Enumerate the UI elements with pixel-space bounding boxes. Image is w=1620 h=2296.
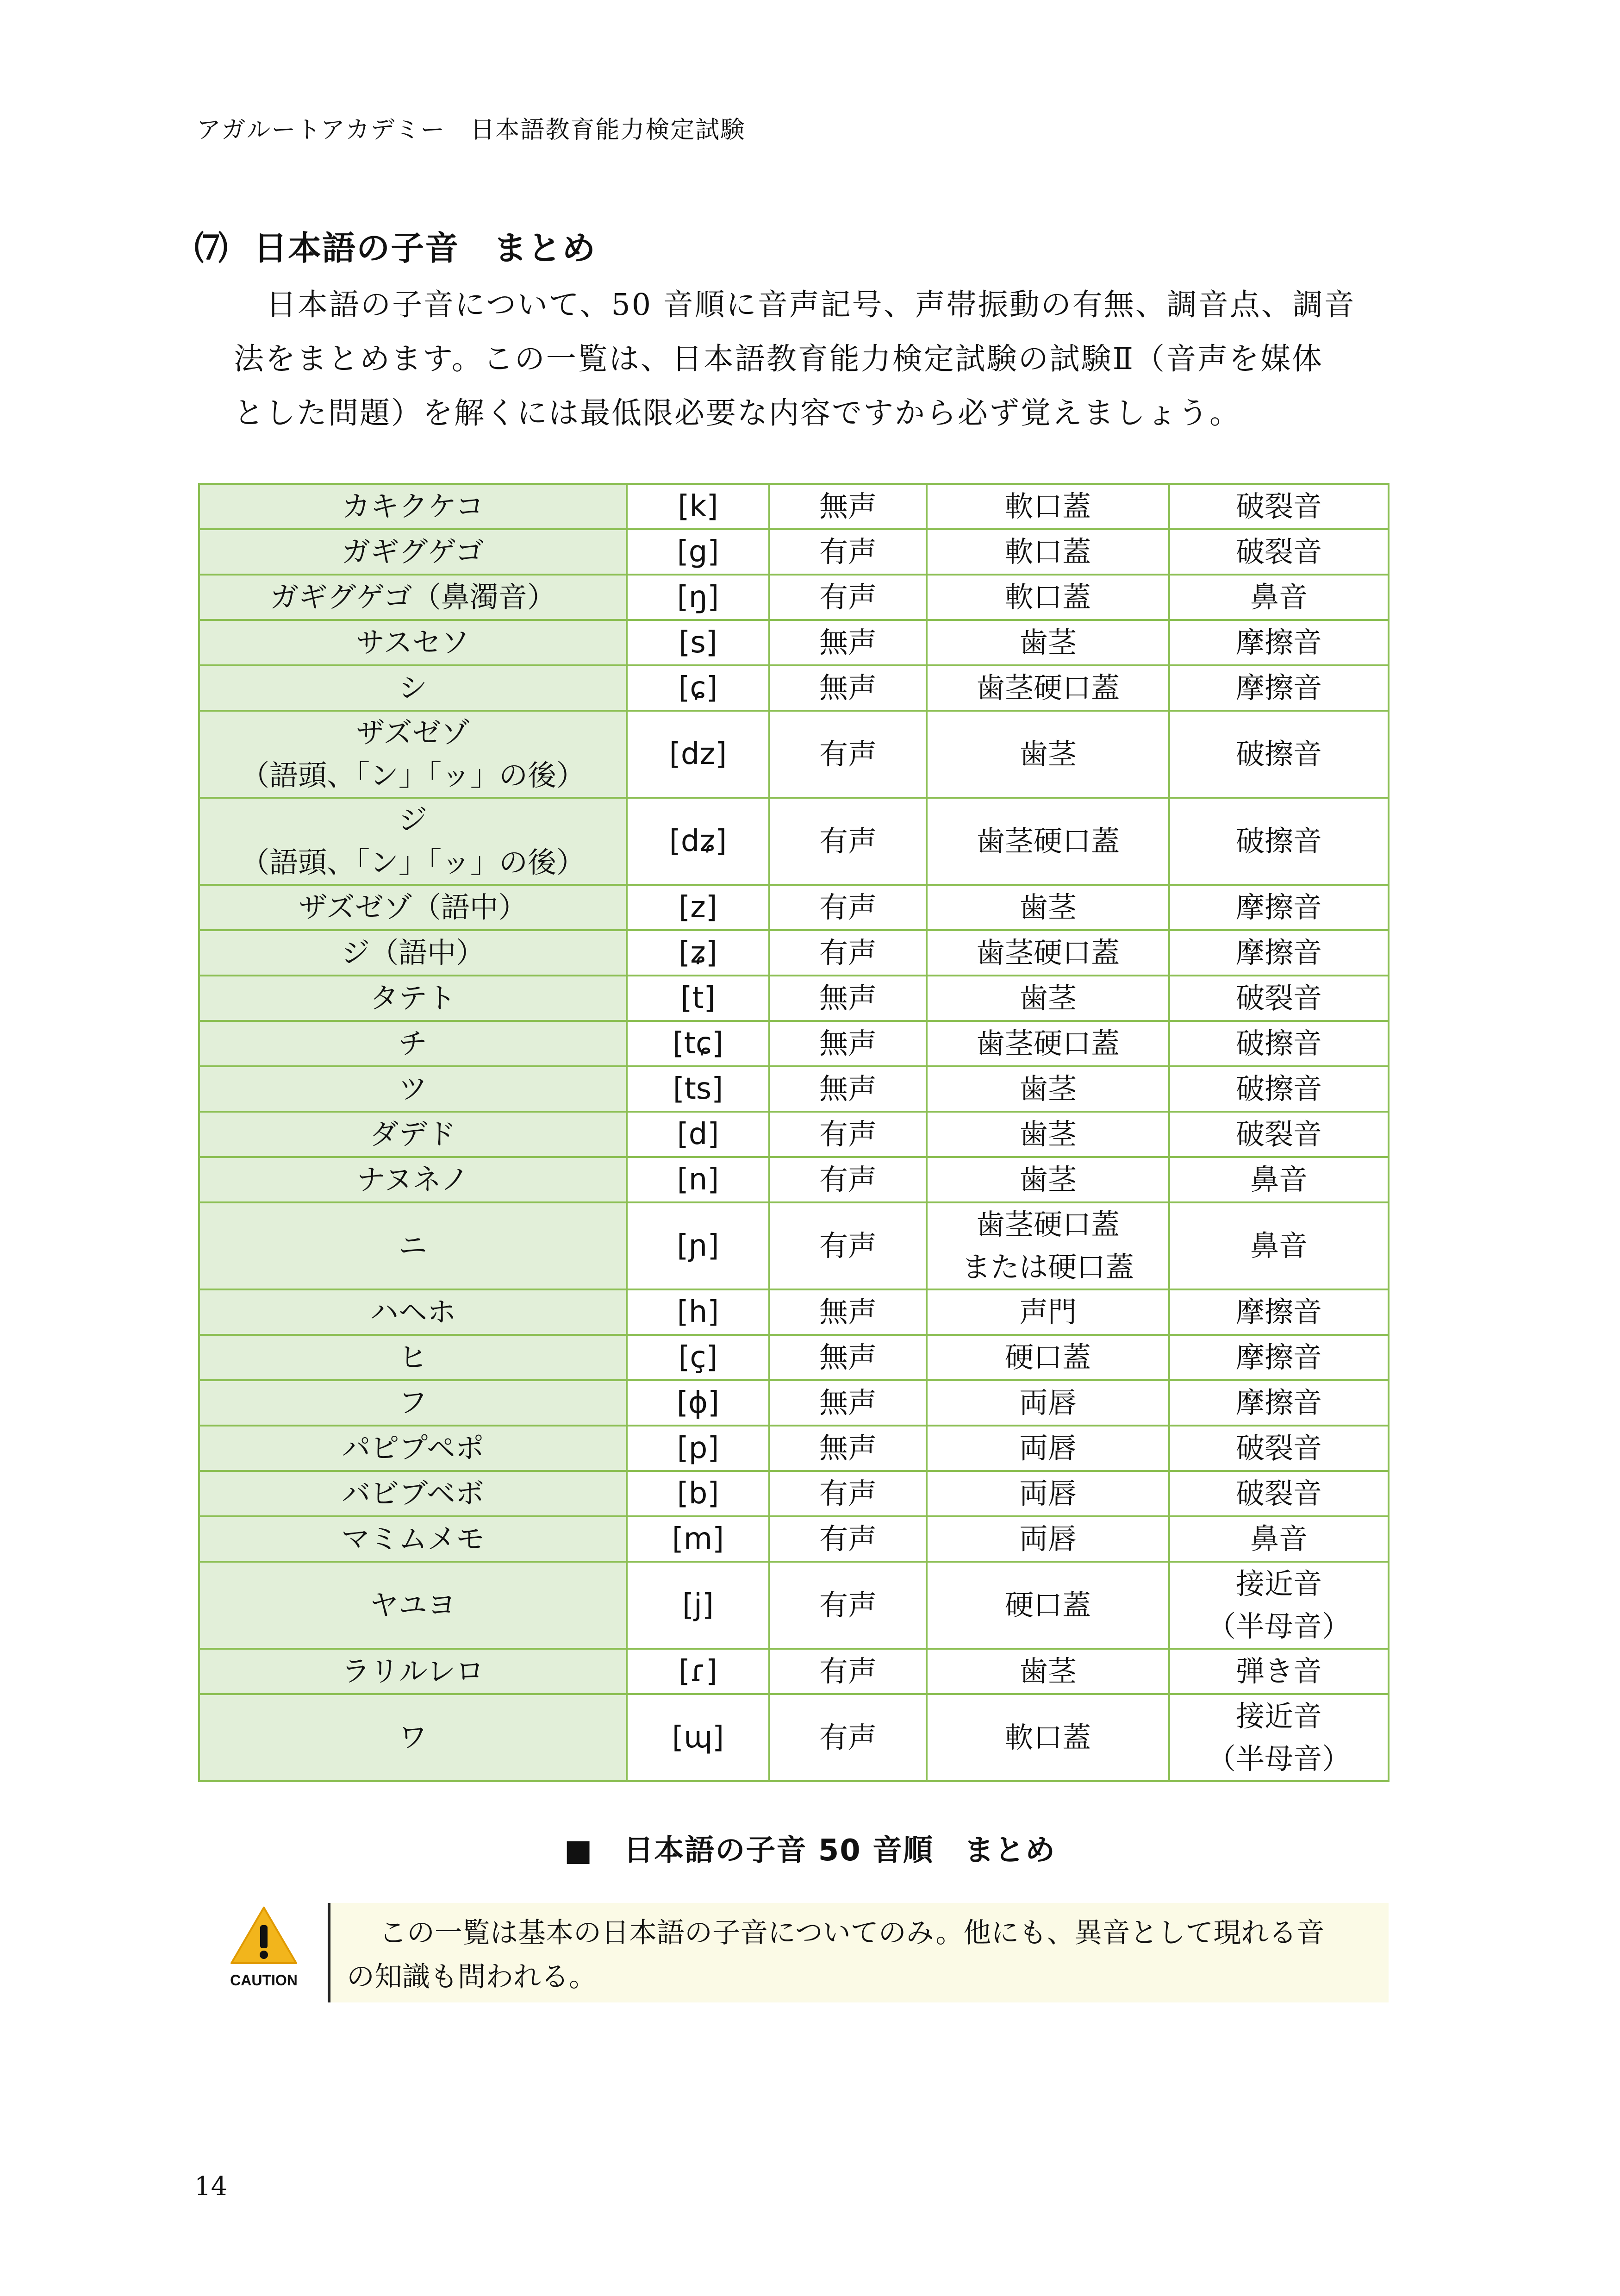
manner-cell	[1169, 665, 1389, 711]
voicing-cell-text: 有声	[819, 1229, 877, 1263]
ipa-cell-text: [ɸ]	[676, 1386, 720, 1420]
manner-cell-text: 摩擦音	[1235, 671, 1322, 705]
caution-icon-label: CAUTION	[230, 1972, 298, 1989]
place-cell-subtext: または硬口蓋	[961, 1250, 1134, 1284]
ipa-cell	[627, 930, 769, 976]
kana-cell	[199, 1066, 627, 1112]
manner-cell-text: 破裂音	[1235, 1476, 1322, 1510]
manner-cell	[1169, 620, 1389, 665]
table-row	[199, 798, 1389, 885]
place-cell-text: 歯茎硬口蓋	[976, 671, 1120, 705]
place-cell-text: 歯茎	[1019, 981, 1077, 1015]
voicing-cell	[769, 976, 927, 1021]
voicing-cell-text: 有声	[819, 936, 877, 970]
section-heading	[194, 221, 596, 269]
ipa-cell-text: [g]	[677, 535, 719, 569]
ipa-cell-text: [s]	[679, 626, 717, 660]
ipa-cell-text: [tɕ]	[672, 1026, 724, 1061]
kana-cell-text: ガギグゲゴ	[342, 535, 484, 569]
kana-cell-text: サスセソ	[356, 626, 470, 659]
voicing-cell	[769, 1335, 927, 1380]
manner-cell	[1169, 1694, 1389, 1781]
manner-cell	[1169, 1066, 1389, 1112]
kana-cell-text: ジ	[398, 803, 427, 837]
caution-line-1: この一覧は基本の日本語の子音についてのみ。他にも、異音として現れる音	[379, 1917, 1325, 1949]
manner-cell-subtext: （半母音）	[1207, 1609, 1351, 1643]
place-cell-text: 両唇	[1019, 1431, 1077, 1465]
voicing-cell-text: 有声	[819, 1163, 877, 1196]
ipa-cell	[627, 1426, 769, 1471]
kana-cell-text: ザズゼゾ（語中）	[299, 890, 527, 924]
ipa-cell	[627, 575, 769, 620]
manner-cell-text: 破擦音	[1235, 737, 1322, 771]
voicing-cell	[769, 930, 927, 976]
kana-cell	[199, 930, 627, 976]
kana-cell-text: ワ	[398, 1720, 427, 1754]
kana-cell	[199, 484, 627, 529]
place-cell	[927, 1426, 1169, 1471]
manner-cell	[1169, 575, 1389, 620]
voicing-cell	[769, 1202, 927, 1289]
ipa-cell-text: [dʑ]	[669, 824, 727, 858]
manner-cell	[1169, 1157, 1389, 1202]
manner-cell-text: 鼻音	[1250, 1229, 1308, 1263]
page-number: 14	[194, 2171, 228, 2202]
place-cell-text: 歯茎硬口蓋	[976, 1207, 1120, 1241]
voicing-cell-text: 無声	[819, 1386, 877, 1420]
kana-cell-text: カキクケコ	[342, 489, 484, 523]
place-cell	[927, 1289, 1169, 1335]
manner-cell-text: 破裂音	[1235, 489, 1322, 523]
ipa-cell	[627, 1471, 769, 1516]
table-row	[199, 1516, 1389, 1562]
voicing-cell-text: 有声	[819, 737, 877, 771]
voicing-cell-text: 無声	[819, 626, 877, 659]
table-row	[199, 1694, 1389, 1781]
voicing-cell-text: 有声	[819, 1654, 877, 1688]
manner-cell	[1169, 1380, 1389, 1426]
kana-cell-text: チ	[398, 1026, 427, 1060]
table-row	[199, 1562, 1389, 1649]
ipa-cell-text: [dz]	[669, 737, 727, 771]
kana-cell-text: タテト	[369, 981, 456, 1015]
voicing-cell-text: 無声	[819, 671, 877, 705]
kana-cell	[199, 711, 627, 798]
place-cell	[927, 1112, 1169, 1157]
manner-cell	[1169, 1516, 1389, 1562]
manner-cell-subtext: （半母音）	[1207, 1742, 1351, 1776]
ipa-cell	[627, 1694, 769, 1781]
kana-cell	[199, 885, 627, 930]
manner-cell-text: 摩擦音	[1235, 1295, 1322, 1329]
place-cell-text: 両唇	[1019, 1386, 1077, 1420]
voicing-cell	[769, 711, 927, 798]
kana-cell	[199, 620, 627, 665]
kana-cell	[199, 1335, 627, 1380]
table-row	[199, 711, 1389, 798]
place-cell-text: 歯茎	[1019, 1654, 1077, 1688]
ipa-cell-text: [ɰ]	[672, 1720, 724, 1755]
place-cell-text: 軟口蓋	[1004, 535, 1091, 569]
voicing-cell	[769, 1426, 927, 1471]
place-cell	[927, 885, 1169, 930]
place-cell	[927, 575, 1169, 620]
manner-cell	[1169, 1335, 1389, 1380]
voicing-cell-text: 有声	[819, 1117, 877, 1151]
ipa-cell	[627, 1380, 769, 1426]
manner-cell-text: 鼻音	[1250, 1163, 1308, 1196]
kana-cell-text: ハヘホ	[369, 1295, 456, 1329]
manner-cell	[1169, 1021, 1389, 1066]
table-row	[199, 1426, 1389, 1471]
ipa-cell-text: [j]	[682, 1588, 714, 1622]
voicing-cell-text: 無声	[819, 1295, 877, 1329]
manner-cell-text: 破裂音	[1235, 981, 1322, 1015]
kana-cell-text: ガギグゲゴ（鼻濁音）	[270, 580, 556, 614]
voicing-cell	[769, 1516, 927, 1562]
manner-cell-text: 接近音	[1235, 1567, 1322, 1601]
place-cell	[927, 484, 1169, 529]
table-row	[199, 1649, 1389, 1694]
ipa-cell	[627, 1157, 769, 1202]
voicing-cell-text: 有声	[819, 1588, 877, 1622]
kana-cell-text: ニ	[398, 1229, 427, 1263]
manner-cell	[1169, 885, 1389, 930]
place-cell-text: 両唇	[1019, 1476, 1077, 1510]
table-row	[199, 1380, 1389, 1426]
place-cell-text: 硬口蓋	[1004, 1588, 1091, 1622]
place-cell-text: 歯茎	[1019, 626, 1077, 659]
manner-cell	[1169, 1649, 1389, 1694]
ipa-cell-text: [ç]	[678, 1340, 718, 1375]
kana-cell-text: バビブベボ	[342, 1476, 484, 1510]
ipa-cell	[627, 1066, 769, 1112]
manner-cell	[1169, 1289, 1389, 1335]
kana-cell-text: シ	[398, 671, 427, 705]
voicing-cell-text: 有声	[819, 1522, 877, 1556]
table-row	[199, 930, 1389, 976]
place-cell-text: 歯茎硬口蓋	[976, 1026, 1120, 1060]
place-cell	[927, 1649, 1169, 1694]
voicing-cell	[769, 885, 927, 930]
ipa-cell	[627, 1112, 769, 1157]
ipa-cell	[627, 484, 769, 529]
kana-cell	[199, 1694, 627, 1781]
kana-cell	[199, 1380, 627, 1426]
ipa-cell-text: [d]	[677, 1117, 719, 1151]
table-row	[199, 1021, 1389, 1066]
kana-cell	[199, 1289, 627, 1335]
manner-cell-text: 鼻音	[1250, 1522, 1308, 1556]
ipa-cell	[627, 529, 769, 575]
table-row	[199, 575, 1389, 620]
kana-cell-text: ナヌネノ	[356, 1163, 469, 1196]
place-cell-text: 軟口蓋	[1004, 1720, 1091, 1754]
manner-cell	[1169, 529, 1389, 575]
table-row	[199, 1202, 1389, 1289]
kana-cell	[199, 1157, 627, 1202]
manner-cell-text: 破裂音	[1235, 1431, 1322, 1465]
intro-line-2: 法をまとめます。この一覧は、日本語教育能力検定試験の試験Ⅱ（音声を媒体	[234, 342, 1323, 376]
place-cell	[927, 1562, 1169, 1649]
ipa-cell	[627, 976, 769, 1021]
ipa-cell-text: [z]	[679, 890, 717, 925]
caution-line-2: の知識も問われる。	[347, 1961, 597, 1993]
ipa-cell-text: [ts]	[673, 1072, 723, 1106]
manner-cell-text: 摩擦音	[1235, 936, 1322, 970]
table-row	[199, 665, 1389, 711]
kana-cell	[199, 1649, 627, 1694]
kana-cell	[199, 529, 627, 575]
voicing-cell-text: 無声	[819, 1340, 877, 1374]
running-header: アガルートアカデミー 日本語教育能力検定試験	[197, 116, 746, 144]
place-cell	[927, 798, 1169, 885]
place-cell-text: 歯茎	[1019, 737, 1077, 771]
kana-cell	[199, 665, 627, 711]
place-cell-text: 歯茎	[1019, 1072, 1077, 1106]
caution-icon	[227, 1903, 301, 1996]
place-cell	[927, 665, 1169, 711]
manner-cell-text: 摩擦音	[1235, 890, 1322, 924]
place-cell-text: 両唇	[1019, 1522, 1077, 1556]
voicing-cell	[769, 1471, 927, 1516]
place-cell	[927, 1516, 1169, 1562]
table-row	[199, 1471, 1389, 1516]
ipa-cell-text: [ɲ]	[677, 1229, 719, 1263]
voicing-cell	[769, 484, 927, 529]
voicing-cell	[769, 1157, 927, 1202]
kana-cell-text: ツ	[398, 1072, 427, 1106]
voicing-cell	[769, 1649, 927, 1694]
kana-cell	[199, 1112, 627, 1157]
voicing-cell	[769, 1021, 927, 1066]
ipa-cell	[627, 620, 769, 665]
manner-cell	[1169, 930, 1389, 976]
table-row	[199, 1289, 1389, 1335]
voicing-cell	[769, 1112, 927, 1157]
voicing-cell	[769, 1694, 927, 1781]
table-row	[199, 1066, 1389, 1112]
voicing-cell	[769, 1066, 927, 1112]
manner-cell	[1169, 484, 1389, 529]
kana-cell-subtext: （語頭、「ン」「ッ」の後）	[240, 845, 585, 879]
place-cell-text: 歯茎硬口蓋	[976, 936, 1120, 970]
table-row	[199, 885, 1389, 930]
kana-cell	[199, 798, 627, 885]
manner-cell-text: 破裂音	[1235, 535, 1322, 569]
place-cell	[927, 1202, 1169, 1289]
manner-cell-text: 破擦音	[1235, 1026, 1322, 1060]
consonant-table-body	[199, 484, 1389, 1781]
place-cell-text: 軟口蓋	[1004, 489, 1091, 523]
ipa-cell	[627, 1335, 769, 1380]
ipa-cell	[627, 711, 769, 798]
manner-cell	[1169, 1471, 1389, 1516]
place-cell	[927, 1471, 1169, 1516]
voicing-cell	[769, 1289, 927, 1335]
place-cell	[927, 1066, 1169, 1112]
kana-cell-text: ダデド	[369, 1117, 456, 1151]
section-number: ⑺	[194, 229, 229, 268]
place-cell	[927, 1157, 1169, 1202]
manner-cell	[1169, 1202, 1389, 1289]
place-cell	[927, 976, 1169, 1021]
table-row	[199, 1112, 1389, 1157]
manner-cell-text: 破擦音	[1235, 824, 1322, 858]
ipa-cell	[627, 885, 769, 930]
table-row	[199, 1157, 1389, 1202]
ipa-cell-text: [ŋ]	[677, 580, 719, 614]
voicing-cell	[769, 620, 927, 665]
table-row	[199, 484, 1389, 529]
voicing-cell	[769, 1562, 927, 1649]
place-cell	[927, 620, 1169, 665]
voicing-cell-text: 無声	[819, 1026, 877, 1060]
ipa-cell	[627, 1649, 769, 1694]
place-cell-text: 歯茎硬口蓋	[976, 824, 1120, 858]
kana-cell-text: ラリルレロ	[341, 1654, 485, 1688]
voicing-cell-text: 有声	[819, 535, 877, 569]
intro-line-3: とした問題）を解くには最低限必要な内容ですから必ず覚えましょう。	[234, 396, 1241, 431]
manner-cell-text: 破裂音	[1235, 1117, 1322, 1151]
kana-cell	[199, 1426, 627, 1471]
caution-text-box	[330, 1903, 1389, 2002]
table-row	[199, 529, 1389, 575]
ipa-cell	[627, 1562, 769, 1649]
manner-cell	[1169, 798, 1389, 885]
voicing-cell	[769, 575, 927, 620]
manner-cell	[1169, 1562, 1389, 1649]
manner-cell-text: 接近音	[1235, 1699, 1322, 1733]
place-cell-text: 声門	[1019, 1295, 1077, 1329]
table-caption: ■ 日本語の子音 50 音順 まとめ	[564, 1833, 1056, 1868]
place-cell-text: 歯茎	[1019, 1163, 1077, 1196]
voicing-cell-text: 無声	[819, 489, 877, 523]
ipa-cell-text: [ʑ]	[679, 936, 717, 970]
section-title-text: 日本語の子音 まとめ	[254, 229, 597, 268]
manner-cell	[1169, 976, 1389, 1021]
kana-cell-text: ジ（語中）	[341, 936, 485, 970]
intro-line-1: 日本語の子音について、50 音順に音声記号、声帯振動の有無、調音点、調音	[266, 288, 1356, 322]
kana-cell	[199, 575, 627, 620]
kana-cell	[199, 1516, 627, 1562]
ipa-cell	[627, 665, 769, 711]
ipa-cell	[627, 1202, 769, 1289]
voicing-cell-text: 有声	[819, 1720, 877, 1754]
ipa-cell-text: [h]	[677, 1295, 719, 1329]
manner-cell	[1169, 711, 1389, 798]
ipa-cell	[627, 1021, 769, 1066]
place-cell	[927, 529, 1169, 575]
ipa-cell	[627, 1516, 769, 1562]
kana-cell	[199, 976, 627, 1021]
manner-cell	[1169, 1426, 1389, 1471]
caution-note	[218, 1903, 1389, 2002]
ipa-cell-text: [ɕ]	[678, 671, 718, 705]
manner-cell	[1169, 1112, 1389, 1157]
manner-cell-text: 摩擦音	[1235, 1340, 1322, 1374]
table-row	[199, 1335, 1389, 1380]
kana-cell-text: パピプペポ	[342, 1431, 484, 1465]
place-cell-text: 硬口蓋	[1004, 1340, 1091, 1374]
voicing-cell-text: 無声	[819, 1072, 877, 1106]
voicing-cell-text: 有声	[819, 890, 877, 924]
ipa-cell-text: [p]	[677, 1431, 719, 1465]
kana-cell	[199, 1202, 627, 1289]
voicing-cell	[769, 1380, 927, 1426]
intro-paragraph	[234, 278, 1400, 440]
place-cell-text: 歯茎	[1019, 1117, 1077, 1151]
voicing-cell-text: 無声	[819, 1431, 877, 1465]
manner-cell-text: 破擦音	[1235, 1072, 1322, 1106]
kana-cell	[199, 1471, 627, 1516]
voicing-cell	[769, 665, 927, 711]
manner-cell-text: 鼻音	[1250, 580, 1308, 614]
kana-cell	[199, 1021, 627, 1066]
place-cell-text: 歯茎	[1019, 890, 1077, 924]
consonant-table	[198, 483, 1389, 1782]
voicing-cell	[769, 798, 927, 885]
kana-cell-subtext: （語頭、「ン」「ッ」の後）	[240, 758, 585, 792]
kana-cell-text: マミムメモ	[341, 1522, 485, 1556]
kana-cell-text: ヒ	[398, 1340, 427, 1374]
ipa-cell	[627, 798, 769, 885]
voicing-cell	[769, 529, 927, 575]
ipa-cell-text: [t]	[680, 981, 716, 1015]
ipa-cell-text: [b]	[677, 1476, 719, 1511]
table-row	[199, 976, 1389, 1021]
voicing-cell-text: 無声	[819, 981, 877, 1015]
place-cell-text: 軟口蓋	[1004, 580, 1091, 614]
ipa-cell-text: [k]	[678, 489, 718, 524]
place-cell	[927, 1380, 1169, 1426]
kana-cell-text: フ	[398, 1386, 427, 1420]
kana-cell-text: ヤユヨ	[369, 1588, 456, 1622]
table-row	[199, 620, 1389, 665]
manner-cell-text: 摩擦音	[1235, 1386, 1322, 1420]
ipa-cell	[627, 1289, 769, 1335]
voicing-cell-text: 有声	[819, 1476, 877, 1510]
ipa-cell-text: [n]	[677, 1163, 719, 1197]
manner-cell-text: 摩擦音	[1235, 626, 1322, 659]
ipa-cell-text: [ɾ]	[679, 1654, 717, 1689]
place-cell	[927, 1694, 1169, 1781]
place-cell	[927, 1021, 1169, 1066]
voicing-cell-text: 有声	[819, 580, 877, 614]
kana-cell-text: ザズゼゾ	[356, 716, 470, 750]
ipa-cell-text: [m]	[672, 1522, 724, 1556]
place-cell	[927, 1335, 1169, 1380]
place-cell	[927, 930, 1169, 976]
voicing-cell-text: 有声	[819, 824, 877, 858]
place-cell	[927, 711, 1169, 798]
kana-cell	[199, 1562, 627, 1649]
manner-cell-text: 弾き音	[1235, 1654, 1322, 1688]
